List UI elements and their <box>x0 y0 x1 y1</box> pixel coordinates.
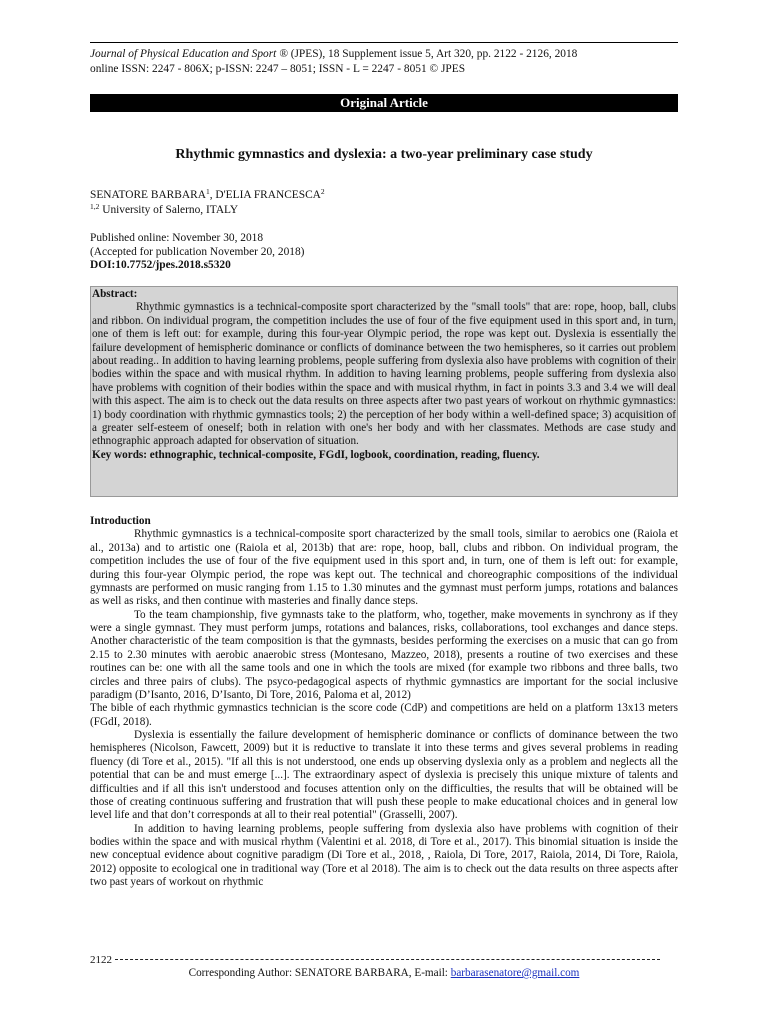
body-paragraph: The bible of each rhythmic gymnastics technician is the score code (CdP) and competitions are held on a platform 13x13 meters (FGdI, 2018). <box>90 702 678 728</box>
journal-header <box>90 47 690 76</box>
accepted-date: (Accepted for publication November 20, 2018) <box>90 245 305 258</box>
introduction-heading: Introduction <box>90 515 151 527</box>
keywords: Key words: ethnographic, technical-composite, FGdI, logbook, coordination, reading, fluency. <box>92 448 540 461</box>
corresponding-author <box>90 966 678 980</box>
body-paragraph: To the team championship, five gymnasts take to the platform, who, together, make movements in synchrony as if they were a single gymnast. They must perform jumps, rotations and balances, risks, collaborations, tool exchanges and dance steps. Another characteristic of the team composition is that the gymnasts, besides performing the exercises on a music that can go from 2.15 to 2.30 minutes with aerobic anaerobic stress (Montesano, Mazzeo, 2018), presents a routine of two exercises and these routines can be: one with all the same tools and one in which the tools are mixed (for example two ribbons and three balls, two circles and three pairs of clubs). The psyco-pedagogical aspects of rhythmic gymnastics are important for the social inclusive paradigm (D’Isanto, 2016, D’Isanto, Di Tore, 2016, Paloma et al, 2012) <box>90 608 678 701</box>
header-rule <box>90 42 678 43</box>
abstract-box <box>90 286 678 497</box>
issn-line: online ISSN: 2247 - 806X; p-ISSN: 2247 – 8051; ISSN - L = 2247 - 8051 © JPES <box>90 62 466 75</box>
body-paragraph: Rhythmic gymnastics is a technical-composite sport characterized by the small tools, similar to aerobics one (Raiola et al., 2013a) and to artistic one (Raiola et al, 2013b) that are: rope, hoop, ball, clubs and ribbon. On individual program, the competition includes the use of four of the five equipment used in this sport and, in turn, one of them is left out: for example, during this four-year Olympic period, the rope was kept out. The technical and choreographic compositions of the individual gymnasts are performed on music ranging from 1.15 to 1.30 minutes and the gymnast must perform jumps, rotations and balances as well as risks, and then continue with masteries and finally dance steps. <box>90 528 678 608</box>
email-link[interactable]: barbarasenatore@gmail.com <box>450 967 580 979</box>
abstract-heading: Abstract: <box>92 288 138 300</box>
doi: DOI:10.7752/jpes.2018.s5320 <box>90 259 231 272</box>
body-paragraph: Dyslexia is essentially the failure development of hemispheric dominance or conflicts of dominance between the two hemispheres (Nicolson, Fawcett, 2009) but it is reductive to translate it into these terms and gives several problems in reading fluency (di Tore et al., 2015). "If all this is not understood, one ends up observing dyslexia only as a problem and neglects all the potential that can be and must emerge [...]. The extraordinary aspect of dyslexia is precisely this unique mixture of talents and difficulties and if all this isn't understood and focuses attention only on the difficulties, the results that will be obtained will be those of creating continuous suffering and frustration that will push these people to make educational choices and in general low level life and that don’t corresponds at all to their real potential" (Grasselli, 2007). <box>90 729 678 822</box>
author-2-affil-mark: 2 <box>320 187 325 196</box>
page-number: 2122 <box>90 954 112 966</box>
journal-citation: (JPES), 18 Supplement issue 5, Art 320, pp. 2122 - 2126, 2018 <box>287 48 578 60</box>
author-2: , D'ELIA FRANCESCA <box>209 189 321 201</box>
author-1-affil-mark: 1 <box>205 187 210 196</box>
body-paragraph: In addition to having learning problems, people suffering from dyslexia also have problems with cognition of their bodies within the space and with musical rhythm (Valentini et al. 2018, di Tore et al., 2017). This binomial situation is inside the new conceptual evidence about cognitive paradigm (Di Tore et al., 2018, , Raiola, Di Tore, 2017, Raiola, 2014, Di Tore, Raiola, 2012) opposite to ecological one in traditional way (Tore et al 2018). The aim is to check out the data results on three aspects after two past years of workout on rhythmic <box>90 822 678 889</box>
author-1: SENATORE BARBARA <box>90 189 206 201</box>
footer-dashed-line <box>115 959 660 960</box>
journal-name: Journal of Physical Education and Sport ® <box>90 48 288 60</box>
introduction-section <box>90 515 678 890</box>
affiliation-line <box>90 203 238 217</box>
abstract-text: Rhythmic gymnastics is a technical-composite sport characterized by the "small tools" that are: rope, hoop, ball, clubs and ribbon. On individual program, the competition includes the use of four of the five equipment used in this sport and, in turn, one of them is left out: for example, during this four-year Olympic period, the rope was kept out. Dyslexia is essentially the failure development of hemispheric dominance or conflicts of dominance between the two hemispheres, so it carries out problem about reading.. In addition to having learning problems, people suffering from dyslexia also have problems with cognition of their bodies within the space and with musical rhythm. In addition to having learning problems, people suffering from dyslexia also have problems with cognition of their bodies within the space and with musical rhythm, in fact in points 3.3 and 3.4 we will deal with this aspect. The aim is to check out the data results on three aspects after two past years of workout on rhythmic gymnastics: 1) body coordination with rhythmic gymnastics tools; 2) the perception of her body within a well-defined space; 3) acquisition of a greater self-esteem of oneself; both in relation with one's her body and with her classmates. Methods are case study and ethnographic approach adapted for observation of situation. <box>92 301 676 448</box>
published-date: Published online: November 30, 2018 <box>90 232 264 244</box>
article-title: Rhythmic gymnastics and dyslexia: a two-year preliminary case study <box>175 147 593 162</box>
publication-info <box>90 232 304 273</box>
author-line <box>90 188 325 202</box>
affiliation: University of Salerno, ITALY <box>99 204 239 216</box>
corresponding-label: Corresponding Author: SENATORE BARBARA, E-mail: <box>188 967 451 979</box>
affiliation-mark: 1,2 <box>90 202 100 211</box>
article-type-banner: Original Article <box>90 94 678 112</box>
